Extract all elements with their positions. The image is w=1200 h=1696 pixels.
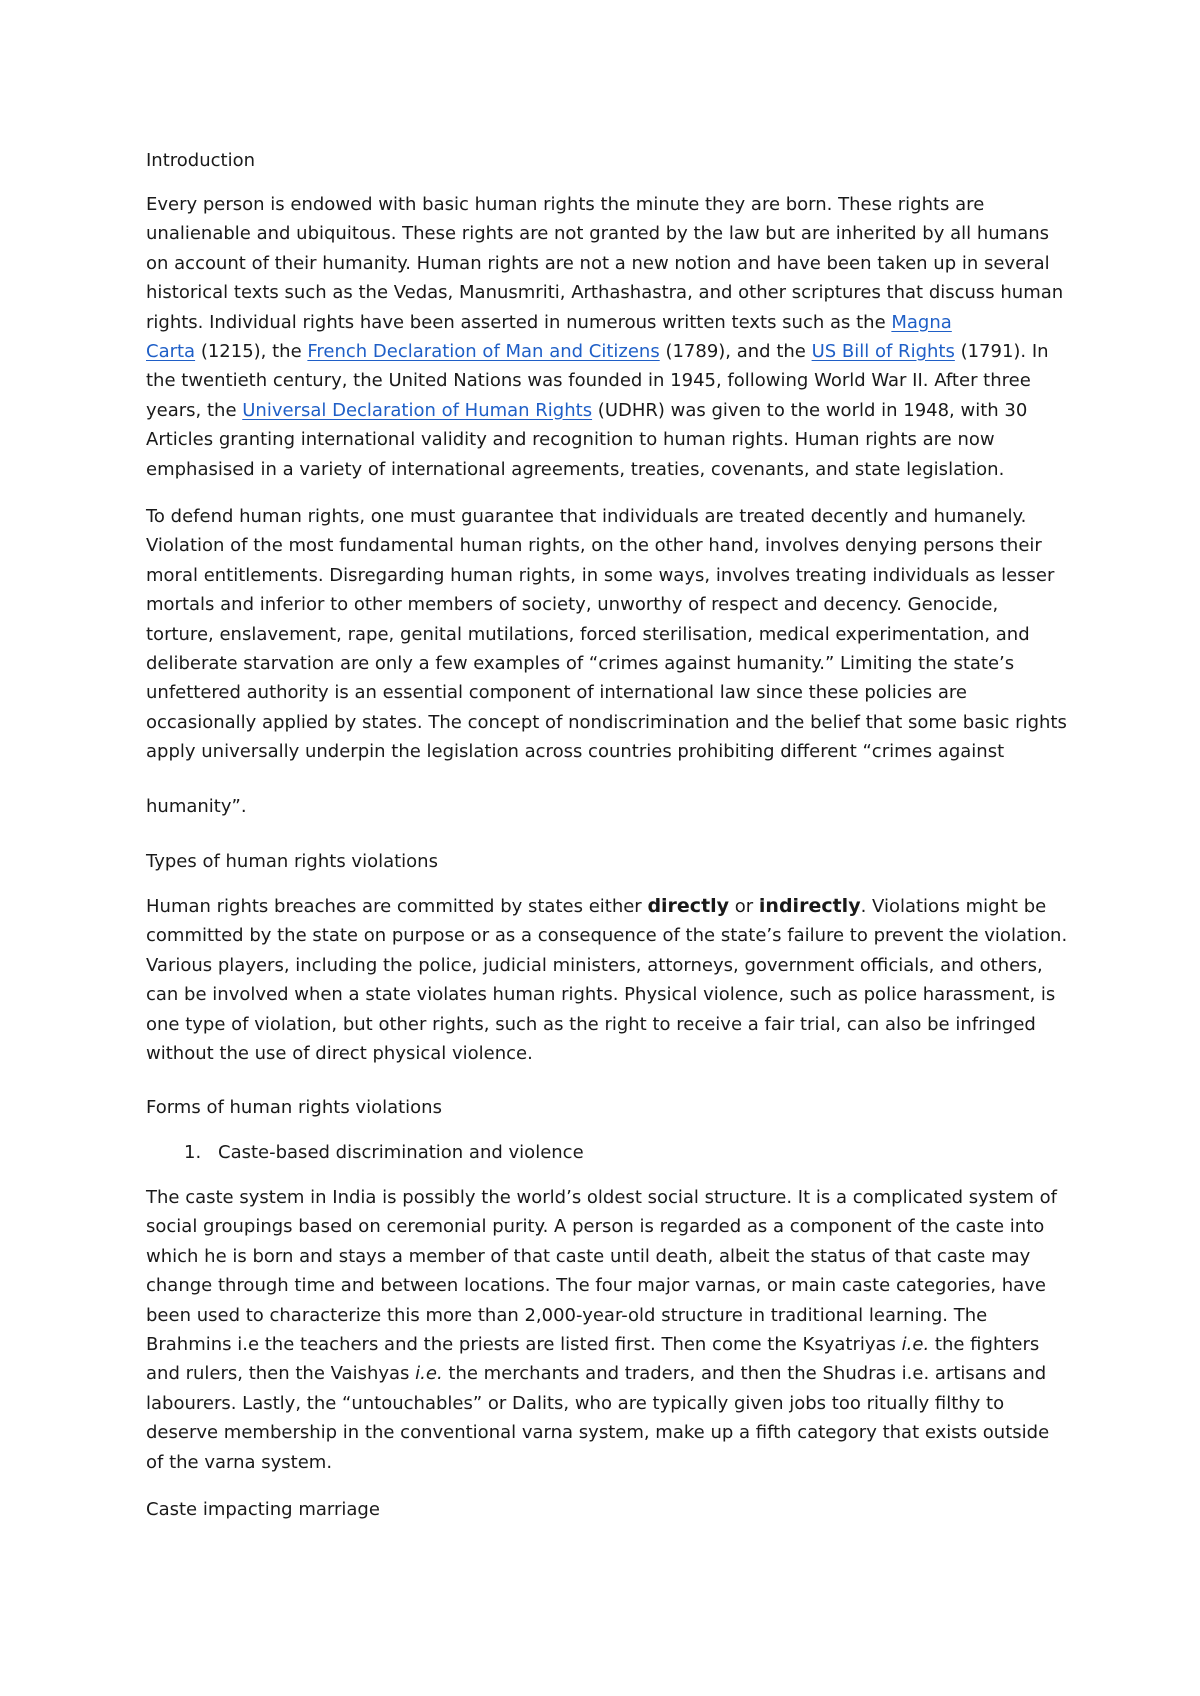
text-line: emphasised in a variety of international agreements, treaties, covenants, and state legislation. — [146, 458, 1005, 480]
text-line: years, the Universal Declaration of Human Rights (UDHR) was given to the world in 1948, with 30 — [146, 399, 1028, 421]
paragraph-caste-system — [146, 1183, 1076, 1477]
text-line: Every person is endowed with basic human rights the minute they are born. These rights are — [146, 194, 985, 215]
text-line: rights. Individual rights have been asserted in numerous written texts such as the Magna — [146, 311, 952, 333]
heading-types-of-violations: Types of human rights violations — [146, 851, 438, 872]
text-line: unalienable and ubiquitous. These rights are not granted by the law but are inherited by all humans — [146, 223, 1050, 245]
text-line: been used to characterize this more than 2,000-year-old structure in traditional learning. The — [146, 1304, 988, 1326]
text-line: To defend human rights, one must guarantee that individuals are treated decently and humanely. — [146, 506, 1027, 527]
text-line: committed by the state on purpose or as a consequence of the state’s failure to prevent the violation. — [146, 925, 1068, 947]
numbered-list-item — [146, 1138, 1076, 1167]
text-line: and rulers, then the Vaishyas i.e. the merchants and traders, and then the Shudras i.e. artisans and — [146, 1363, 1047, 1385]
magna-carta-link[interactable]: Carta — [146, 340, 196, 362]
text-line: the twentieth century, the United Nations was founded in 1945, following World War II. After three — [146, 370, 1031, 392]
text-line: Human rights breaches are committed by states either directly or indirectly. Violations might be — [146, 895, 1047, 917]
italic-ie: i.e. — [415, 1363, 443, 1385]
text-line: The caste system in India is possibly the world’s oldest social structure. It is a complicated system of — [146, 1187, 1057, 1208]
text-line: on account of their humanity. Human rights are not a new notion and have been taken up in several — [146, 252, 1050, 274]
text-line: humanity”. — [146, 796, 247, 817]
text-line: change through time and between locations. The four major varnas, or main caste categories, have — [146, 1275, 1046, 1297]
text-line: which he is born and stays a member of that caste until death, albeit the status of that caste may — [146, 1245, 1031, 1267]
paragraph-types — [146, 892, 1076, 1068]
magna-carta-link[interactable]: Magna — [891, 311, 952, 333]
heading-forms-of-violations: Forms of human rights violations — [146, 1097, 442, 1118]
heading-introduction: Introduction — [146, 150, 256, 171]
text-line: can be involved when a state violates human rights. Physical violence, such as police harassment, is — [146, 984, 1056, 1006]
text-line: apply universally underpin the legislation across countries prohibiting different “crimes against — [146, 741, 1005, 763]
bold-indirectly: indirectly — [758, 895, 861, 917]
text-line: Carta (1215), the French Declaration of Man and Citizens (1789), and the US Bill of Rights (1791). In — [146, 340, 1049, 362]
text-line: unfettered authority is an essential component of international law since these policies are — [146, 682, 967, 704]
paragraph-defending-rights-end — [146, 792, 1076, 821]
list-item-text: Caste-based discrimination and violence — [218, 1142, 584, 1163]
text-line: historical texts such as the Vedas, Manusmriti, Arthashastra, and other scriptures that discuss human — [146, 282, 1064, 304]
paragraph-introduction — [146, 190, 1076, 484]
text-line: deserve membership in the conventional varna system, make up a fifth category that exists outside — [146, 1422, 1050, 1444]
text-line: labourers. Lastly, the “untouchables” or Dalits, who are typically given jobs too ritually filthy to — [146, 1392, 1005, 1414]
list-number: 1. — [184, 1142, 202, 1163]
text-line: deliberate starvation are only a few examples of “crimes against humanity.” Limiting the state’s — [146, 652, 1015, 674]
text-line: Violation of the most fundamental human rights, on the other hand, involves denying persons their — [146, 535, 1042, 557]
text-line: Various players, including the police, judicial ministers, attorneys, government officials, and others, — [146, 954, 1043, 976]
text-line: moral entitlements. Disregarding human rights, in some ways, involves treating individuals as lesser — [146, 564, 1055, 586]
text-line: Articles granting international validity and recognition to human rights. Human rights are now — [146, 429, 995, 451]
text-line: mortals and inferior to other members of society, unworthy of respect and decency. Genocide, — [146, 594, 999, 616]
text-line: one type of violation, but other rights, such as the right to receive a fair trial, can also be infringed — [146, 1013, 1036, 1035]
udhr-link[interactable]: Universal Declaration of Human Rights — [242, 399, 593, 421]
heading-caste-impacting-marriage: Caste impacting marriage — [146, 1499, 380, 1520]
text-line: Brahmins i.e the teachers and the priests are listed first. Then come the Ksyatriyas i.e. the fighters — [146, 1333, 1040, 1355]
text-line: of the varna system. — [146, 1451, 333, 1473]
us-bill-of-rights-link[interactable]: US Bill of Rights — [811, 340, 955, 362]
text-line: torture, enslavement, rape, genital mutilations, forced sterilisation, medical experimentation, and — [146, 623, 1030, 645]
text-line: without the use of direct physical violence. — [146, 1042, 533, 1064]
bold-directly: directly — [647, 895, 730, 917]
paragraph-defending-rights — [146, 502, 1076, 767]
french-declaration-link[interactable]: French Declaration of Man and Citizens — [307, 340, 660, 362]
text-line: social groupings based on ceremonial purity. A person is regarded as a component of the caste into — [146, 1216, 1045, 1238]
text-line: occasionally applied by states. The concept of nondiscrimination and the belief that some basic rights — [146, 711, 1067, 733]
italic-ie: i.e. — [901, 1333, 930, 1355]
